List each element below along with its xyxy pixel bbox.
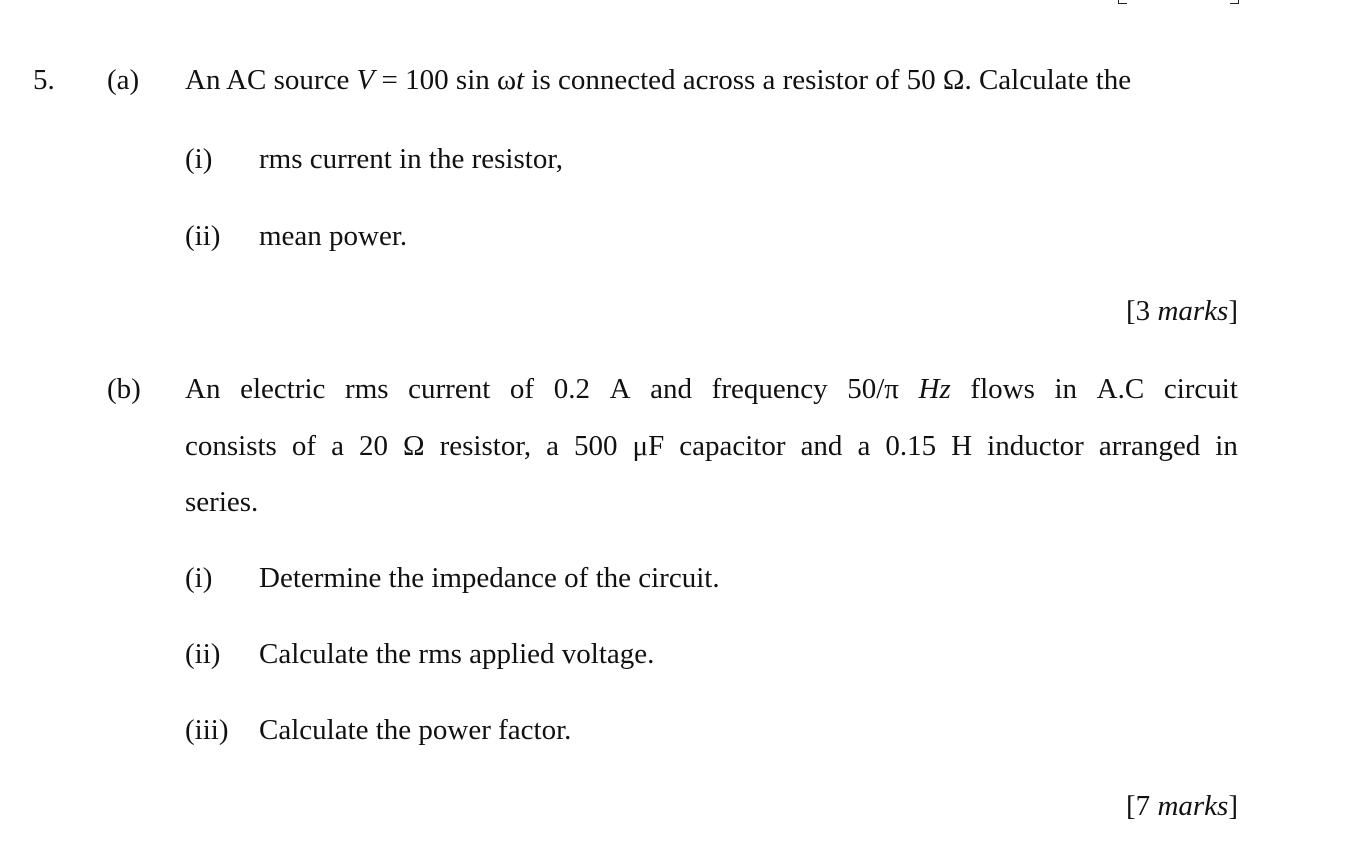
- part-a-marks-word: marks: [1157, 295, 1229, 327]
- part-b-label: (b): [107, 373, 141, 405]
- part-a-marks: [1126, 297, 1238, 326]
- part-b-item-ii-label: (ii): [185, 638, 221, 670]
- word: arranged: [1098, 430, 1201, 462]
- word: current: [408, 373, 491, 405]
- word: 0.15: [885, 430, 937, 462]
- time-symbol: t: [516, 64, 525, 96]
- word: Ω: [403, 430, 425, 462]
- part-a-item-ii-text: mean power.: [259, 220, 408, 252]
- word: capacitor: [679, 430, 786, 462]
- part-a-stem-end: is connected across a resistor of 50 Ω. Calculate the: [524, 64, 1132, 96]
- word: 20: [358, 430, 388, 462]
- part-a-item-i-text: rms current in the resistor,: [259, 143, 564, 175]
- word: a: [857, 430, 871, 462]
- part-b-item-i-label: (i): [185, 562, 213, 594]
- question-number: 5.: [33, 64, 55, 96]
- word: μF: [632, 430, 665, 462]
- word: and: [800, 430, 843, 462]
- part-b-item-iii-label: (iii): [185, 714, 229, 746]
- part-b-item-iii-text: Calculate the power factor.: [259, 714, 572, 746]
- voltage-symbol: V: [356, 64, 375, 96]
- word: in: [1215, 430, 1238, 462]
- part-a-item-ii-label: (ii): [185, 220, 221, 252]
- part-b-item-i-text: Determine the impedance of the circuit.: [259, 562, 720, 594]
- word: inductor: [987, 430, 1084, 462]
- word: flows: [970, 373, 1035, 405]
- part-b-stem-line-2: [185, 432, 1238, 461]
- part-a-marks-open: [3: [1126, 295, 1158, 327]
- part-a-equation: = 100 sin ω: [374, 64, 517, 96]
- word: in: [1054, 373, 1078, 405]
- part-b-stem-line-1: [185, 375, 1238, 404]
- part-b-item-ii-text: Calculate the rms applied voltage.: [259, 638, 655, 670]
- word: a: [331, 430, 344, 462]
- word: of: [509, 373, 535, 405]
- word: 0.2: [553, 373, 590, 405]
- word: A.C: [1096, 373, 1145, 405]
- word: 500: [574, 430, 618, 462]
- word: consists: [185, 430, 277, 462]
- part-a-stem-start: An AC source: [185, 64, 357, 96]
- part-a-stem: [185, 66, 1131, 95]
- top-bracket-right: [1230, 0, 1239, 4]
- word: frequency: [711, 373, 828, 405]
- part-b-marks-open: [7: [1126, 790, 1158, 822]
- part-b-marks: [1126, 792, 1238, 821]
- word: rms: [345, 373, 389, 405]
- word: of: [291, 430, 317, 462]
- word: H: [951, 430, 973, 462]
- word-hz-unit: Hz: [918, 373, 951, 405]
- word: electric: [240, 373, 326, 405]
- part-b-marks-close: ]: [1228, 790, 1238, 822]
- word: a: [546, 430, 559, 462]
- word: and: [650, 373, 693, 405]
- word: circuit: [1163, 373, 1238, 405]
- part-a-label: (a): [107, 64, 140, 96]
- top-bracket-left: [1118, 0, 1127, 4]
- word: An: [185, 373, 221, 405]
- word: resistor,: [439, 430, 532, 462]
- part-b-stem-line-3: series.: [185, 486, 259, 518]
- part-a-marks-close: ]: [1228, 295, 1238, 327]
- part-a-item-i-label: (i): [185, 143, 213, 175]
- word: A: [609, 373, 631, 405]
- part-b-marks-word: marks: [1157, 790, 1229, 822]
- word: 50/π: [847, 373, 899, 405]
